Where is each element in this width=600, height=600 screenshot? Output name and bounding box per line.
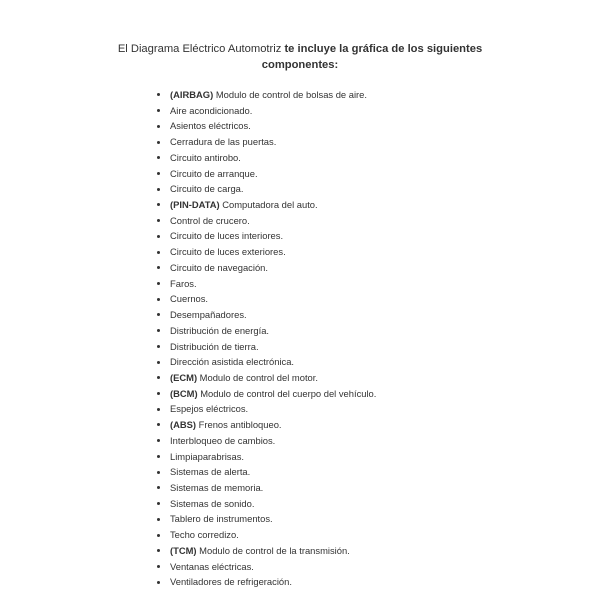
list-item-text: Modulo de control de la transmisión. xyxy=(196,544,350,556)
list-item-text: Ventanas eléctricas. xyxy=(170,560,254,572)
list-item xyxy=(157,339,376,355)
list-item-abbreviation: (ECM) xyxy=(170,371,198,383)
list-item-text: Tablero de instrumentos. xyxy=(170,513,273,525)
list-item xyxy=(157,103,376,119)
list-item-text: Circuito de luces exteriores. xyxy=(170,246,286,258)
list-item xyxy=(157,118,376,134)
list-item-text: Espejos eléctricos. xyxy=(170,403,249,415)
bullet-icon xyxy=(157,423,160,426)
bullet-icon xyxy=(157,219,160,222)
list-item-text: Modulo de control del cuerpo del vehículo. xyxy=(197,387,377,399)
bullet-icon xyxy=(157,486,160,489)
list-item xyxy=(157,449,376,465)
list-item-text: Techo corredizo. xyxy=(170,529,239,541)
bullet-icon xyxy=(157,534,160,537)
component-list xyxy=(157,87,376,590)
bullet-icon xyxy=(157,172,160,175)
list-item-text: Control de crucero. xyxy=(170,214,250,226)
list-item-text: Sistemas de sonido. xyxy=(170,497,255,509)
list-item xyxy=(157,386,376,402)
list-item xyxy=(157,370,376,386)
bullet-icon xyxy=(157,455,160,458)
list-item-abbreviation: (BCM) xyxy=(170,387,198,399)
list-item xyxy=(157,401,376,417)
list-item xyxy=(157,559,376,575)
list-item xyxy=(157,433,376,449)
list-item-text: Circuito de arranque. xyxy=(170,167,258,179)
list-item-text: Circuito antirobo. xyxy=(170,151,241,163)
list-item xyxy=(157,464,376,480)
list-item-text: Cerradura de las puertas. xyxy=(170,136,277,148)
bullet-icon xyxy=(157,439,160,442)
list-item-abbreviation: (TCM) xyxy=(170,544,197,556)
list-item-text: Interbloqueo de cambios. xyxy=(170,434,276,446)
list-item xyxy=(157,213,376,229)
list-item xyxy=(157,244,376,260)
list-item xyxy=(157,87,376,103)
list-item-text: Frenos antibloqueo. xyxy=(196,419,282,431)
list-item-text: Faros. xyxy=(170,277,197,289)
bullet-icon xyxy=(157,251,160,254)
bullet-icon xyxy=(157,565,160,568)
list-item xyxy=(157,150,376,166)
bullet-icon xyxy=(157,408,160,411)
bullet-icon xyxy=(157,581,160,584)
bullet-icon xyxy=(157,345,160,348)
list-item xyxy=(157,527,376,543)
bullet-icon xyxy=(157,549,160,552)
list-item-text: Circuito de navegación. xyxy=(170,261,268,273)
list-item xyxy=(157,417,376,433)
list-item-abbreviation: (AIRBAG) xyxy=(170,89,214,100)
list-item-text: Circuito de luces interiores. xyxy=(170,230,284,242)
bullet-icon xyxy=(157,329,160,332)
list-item-text: Modulo de control de bolsas de aire. xyxy=(213,89,367,100)
bullet-icon xyxy=(157,392,160,395)
list-item xyxy=(157,354,376,370)
list-item-abbreviation: (ABS) xyxy=(170,419,197,431)
list-item xyxy=(157,228,376,244)
intro-bold-text: te incluye la gráfica de los siguientes xyxy=(284,43,483,55)
list-item xyxy=(157,496,376,512)
list-item-text: Asientos eléctricos. xyxy=(170,120,251,132)
list-item xyxy=(157,307,376,323)
bullet-icon xyxy=(157,203,160,206)
bullet-icon xyxy=(157,156,160,159)
list-item-text: Limpiaparabrisas. xyxy=(170,450,244,462)
list-item xyxy=(157,276,376,292)
intro-line-1 xyxy=(0,42,600,58)
list-item-text: Dirección asistida electrónica. xyxy=(170,356,295,368)
list-item xyxy=(157,291,376,307)
list-item-text: Sistemas de memoria. xyxy=(170,481,264,493)
list-item xyxy=(157,260,376,276)
bullet-icon xyxy=(157,93,160,96)
list-item-text: Desempañadores. xyxy=(170,309,247,321)
bullet-icon xyxy=(157,188,160,191)
bullet-icon xyxy=(157,282,160,285)
list-item xyxy=(157,323,376,339)
bullet-icon xyxy=(157,125,160,128)
bullet-icon xyxy=(157,518,160,521)
list-item-abbreviation: (PIN-DATA) xyxy=(170,199,220,211)
bullet-icon xyxy=(157,313,160,316)
intro-regular-text: El Diagrama Eléctrico Automotriz xyxy=(117,43,285,55)
list-item-text: Distribución de tierra. xyxy=(170,340,259,352)
bullet-icon xyxy=(157,109,160,112)
list-item xyxy=(157,166,376,182)
bullet-icon xyxy=(157,298,160,301)
list-item xyxy=(157,511,376,527)
bullet-icon xyxy=(157,502,160,505)
list-item-text: Circuito de carga. xyxy=(170,183,244,195)
list-item xyxy=(157,134,376,150)
list-item xyxy=(157,543,376,559)
list-item-text: Sistemas de alerta. xyxy=(170,466,251,478)
list-item xyxy=(157,574,376,590)
intro-line-2: componentes: xyxy=(261,58,339,71)
bullet-icon xyxy=(157,361,160,364)
bullet-icon xyxy=(157,235,160,238)
bullet-icon xyxy=(157,266,160,269)
bullet-icon xyxy=(157,141,160,144)
list-item xyxy=(157,197,376,213)
list-item xyxy=(157,480,376,496)
bullet-icon xyxy=(157,376,160,379)
intro-paragraph xyxy=(0,42,600,73)
list-item xyxy=(157,181,376,197)
list-item-text: Modulo de control del motor. xyxy=(197,371,318,383)
list-item-text: Distribución de energía. xyxy=(170,324,270,336)
list-item-text: Ventiladores de refrigeración. xyxy=(170,576,292,588)
bullet-icon xyxy=(157,471,160,474)
list-item-text: Computadora del auto. xyxy=(219,199,318,211)
list-item-text: Cuernos. xyxy=(170,293,209,305)
list-item-text: Aire acondicionado. xyxy=(170,104,253,116)
